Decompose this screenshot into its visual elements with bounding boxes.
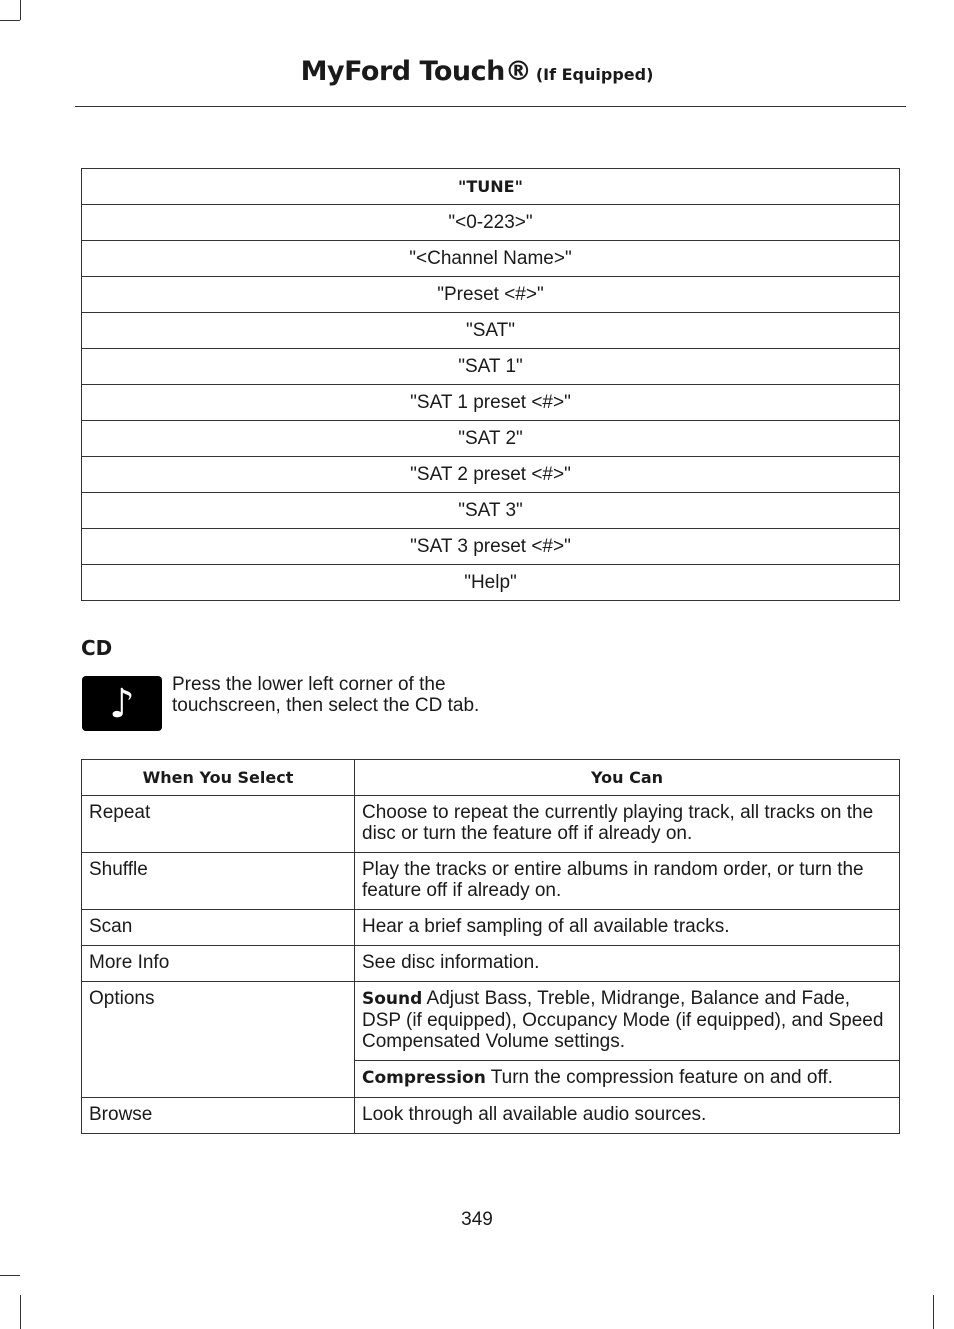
crop-mark-bottom-left bbox=[20, 1295, 21, 1329]
crop-mark-top-left-h bbox=[0, 20, 20, 21]
voice-command-row: "SAT 3 preset <#>" bbox=[82, 529, 900, 565]
voice-command-row: "SAT 2 preset <#>" bbox=[82, 457, 900, 493]
option-description: Choose to repeat the currently playing track, all tracks on the disc or turn the feature off if already on. bbox=[355, 796, 900, 853]
voice-command-row: "SAT 2" bbox=[82, 421, 900, 457]
voice-command-row: "SAT" bbox=[82, 313, 900, 349]
page-header bbox=[0, 56, 954, 87]
option-name: Browse bbox=[82, 1098, 355, 1134]
voice-command-row: "SAT 3" bbox=[82, 493, 900, 529]
column-header-when-you-select: When You Select bbox=[82, 760, 355, 796]
voice-command-row: "<0-223>" bbox=[82, 205, 900, 241]
voice-command-row: "SAT 1 preset <#>" bbox=[82, 385, 900, 421]
column-header-you-can: You Can bbox=[355, 760, 900, 796]
option-keyword: Compression bbox=[362, 1068, 486, 1088]
voice-command-row: "<Channel Name>" bbox=[82, 241, 900, 277]
voice-command-table bbox=[81, 168, 900, 601]
table-row bbox=[82, 796, 900, 853]
voice-table-heading: "TUNE" bbox=[82, 169, 900, 205]
option-detail: Turn the compression feature on and off. bbox=[485, 1067, 833, 1088]
crop-mark-bottom-right bbox=[933, 1295, 934, 1329]
page-number: 349 bbox=[461, 1209, 493, 1230]
cd-function-table bbox=[81, 759, 900, 1134]
cd-instruction: Press the lower left corner of the touchscreen, then select the CD tab. bbox=[172, 674, 480, 716]
table-row bbox=[82, 853, 900, 910]
voice-command-row: "SAT 1" bbox=[82, 349, 900, 385]
crop-mark-bottom-left-h bbox=[0, 1275, 20, 1276]
option-name: Scan bbox=[82, 910, 355, 946]
section-title-cd: CD bbox=[81, 636, 113, 660]
page-title: MyFord Touch® bbox=[300, 56, 532, 87]
option-name: Repeat bbox=[82, 796, 355, 853]
option-description: See disc information. bbox=[355, 946, 900, 982]
table-row bbox=[82, 982, 900, 1061]
voice-command-row: "Help" bbox=[82, 565, 900, 601]
option-detail: Adjust Bass, Treble, Midrange, Balance and Fade, DSP (if equipped), Occupancy Mode (if equipped), and Speed Compensated Volume settings. bbox=[362, 988, 884, 1052]
option-name: Options bbox=[82, 982, 355, 1098]
option-description bbox=[355, 1061, 900, 1098]
page-subtitle: (If Equipped) bbox=[535, 65, 654, 84]
option-keyword: Sound bbox=[362, 989, 423, 1009]
table-row bbox=[82, 1098, 900, 1134]
option-description: Hear a brief sampling of all available tracks. bbox=[355, 910, 900, 946]
music-note-icon: ♪ bbox=[82, 676, 162, 731]
table-row bbox=[82, 946, 900, 982]
option-description: Play the tracks or entire albums in random order, or turn the feature off if already on. bbox=[355, 853, 900, 910]
crop-mark-top-left bbox=[20, 0, 21, 20]
header-divider bbox=[75, 106, 906, 107]
table-row bbox=[82, 910, 900, 946]
voice-command-row: "Preset <#>" bbox=[82, 277, 900, 313]
option-description: Look through all available audio sources. bbox=[355, 1098, 900, 1134]
option-name: More Info bbox=[82, 946, 355, 982]
option-description bbox=[355, 982, 900, 1061]
option-name: Shuffle bbox=[82, 853, 355, 910]
